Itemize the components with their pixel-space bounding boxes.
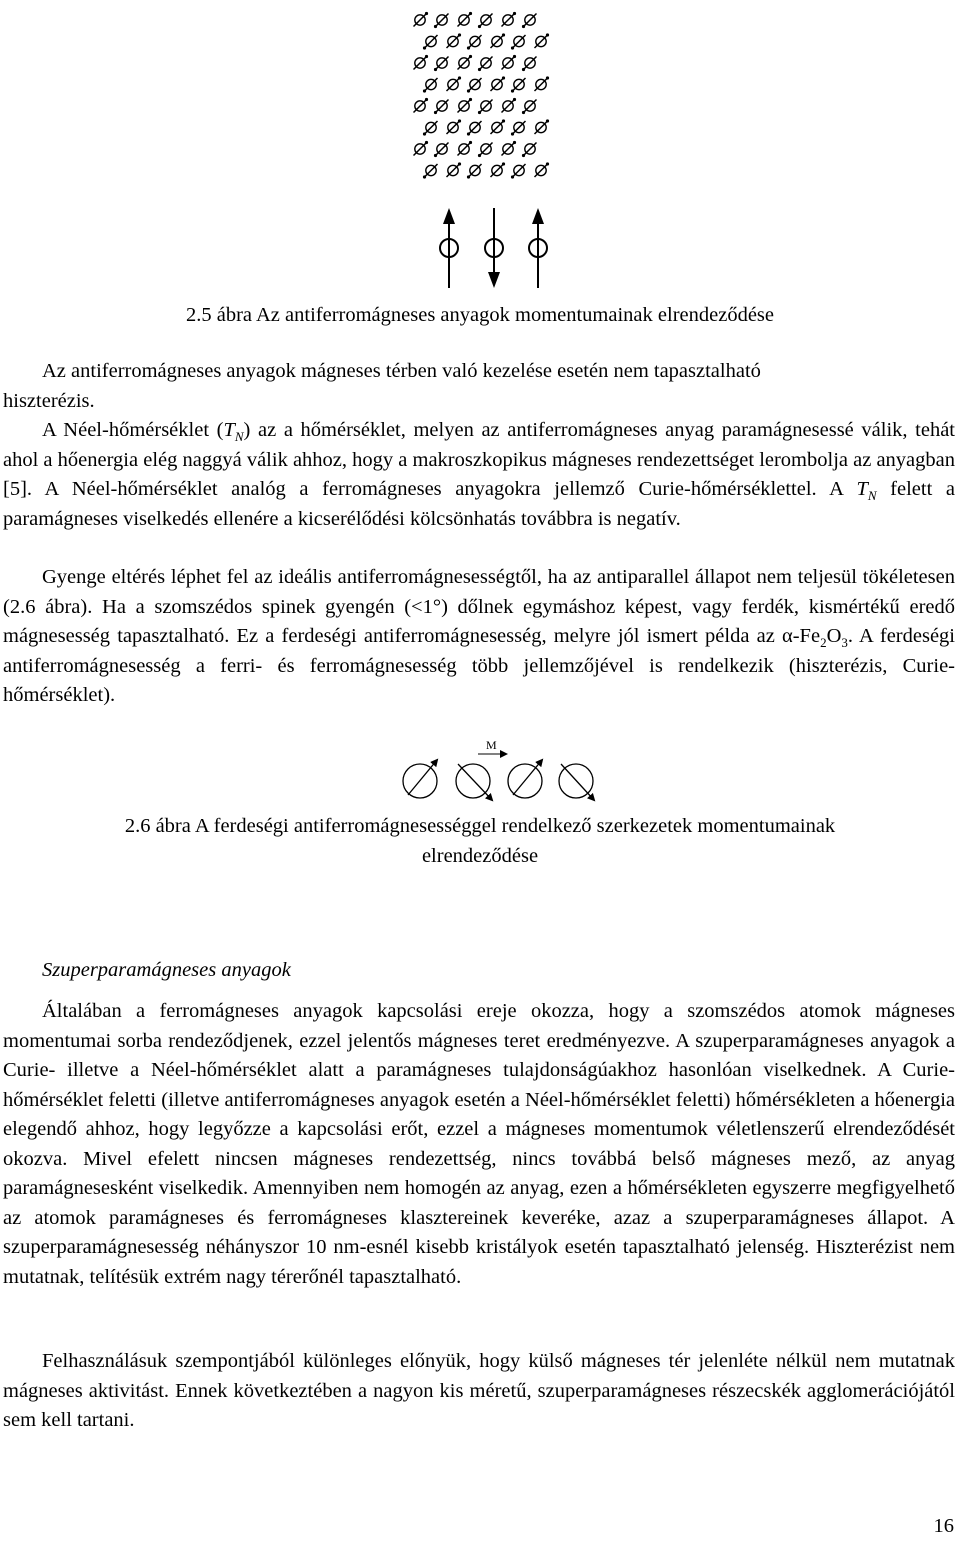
neel-temp-symbol-2: T <box>856 478 868 500</box>
formula-subscript-1: 2 <box>820 635 827 651</box>
spin-site <box>467 78 482 93</box>
spin-site <box>458 55 473 70</box>
paragraph-5 <box>3 1347 955 1436</box>
figure-caption-2-5: 2.5 ábra Az antiferromágneses anyagok momentumainak elrendeződése <box>185 304 774 326</box>
spin-site <box>522 57 537 72</box>
spin-site <box>535 119 550 134</box>
spin-site <box>458 141 473 156</box>
neel-temp-symbol: T <box>223 419 235 441</box>
paragraph-3-text-b: O <box>826 625 842 647</box>
spin-site <box>434 143 449 158</box>
spin-site <box>414 141 429 156</box>
spin-site <box>447 162 462 177</box>
spin-site <box>423 164 438 179</box>
spin-4 <box>559 764 594 800</box>
spin-up-arrow <box>529 208 547 288</box>
paragraph-1 <box>3 357 955 416</box>
spin-site <box>522 100 537 115</box>
spin-site <box>434 14 449 29</box>
spin-site <box>522 14 537 29</box>
spin-site <box>447 119 462 134</box>
spin-site <box>423 35 438 50</box>
spin-site <box>522 143 537 158</box>
spin-site <box>491 119 506 134</box>
spin-up-arrow <box>440 208 458 288</box>
spin-site <box>502 98 517 113</box>
spin-site <box>535 76 550 91</box>
spin-site <box>511 121 526 136</box>
spin-site <box>502 12 517 27</box>
spin-site <box>467 164 482 179</box>
spin-site <box>478 14 493 29</box>
spin-site <box>511 35 526 50</box>
spin-site <box>511 164 526 179</box>
figure-caption-2-6 <box>0 811 960 871</box>
spin-site <box>414 98 429 113</box>
spin-3 <box>508 760 542 798</box>
spin-site <box>414 12 429 27</box>
spin-site <box>423 78 438 93</box>
canted-spins-diagram <box>398 738 598 808</box>
spin-down-arrow <box>485 208 503 288</box>
neel-temp-subscript: N <box>234 429 244 445</box>
spin-site <box>491 33 506 48</box>
spin-site <box>491 162 506 177</box>
spin-site <box>434 100 449 115</box>
figure-2-6 <box>398 738 598 808</box>
spin-site <box>467 121 482 136</box>
page-number: 16 <box>933 1515 954 1537</box>
paragraph-3-text-c: . A ferdeségi antiferromágnesesség a ferri- és ferromágnesesség több jellemzőjével is rendelkezik (hiszterézis, Curie-hőmérséklet). <box>3 625 956 706</box>
spin-site <box>478 100 493 115</box>
spin-site <box>458 12 473 27</box>
spin-site <box>458 98 473 113</box>
paragraph-2-text-a: A Néel-hőmérséklet ( <box>42 419 224 441</box>
spin-site <box>467 35 482 50</box>
paragraph-4-text: Általában a ferromágneses anyagok kapcsolási ereje okozza, hogy a szomszédos atomok mágneses momentumai sorba rendeződjenek, ezzel jelentős mágneses teret eredményezve. A szuperparamágneses anyagok a Curie- illetve a Néel-hőmérséklet alatt a paramágneses tulajdonságúakhoz hasonlóan viselkednek. A Curie-hőmérséklet feletti (illetve antiferromágneses anyagok esetén a Néel-hőmérséklet feletti) hőmérsékleten a hőenergia elegendő ahhoz, hogy legyőzze a kapcsolási erőt, ezzel a mágneses momentumok véletlenszerű elrendeződését okozva. Mivel efelett nincsen mágneses rendezettség, nincs továbbá belső mágneses mező, az anyag paramágnesesként viselkedik. Amennyiben nem homogén az anyag, ezen a hőmérsékleten egyszerre megfigyelhető az atomok paramágneses és ferromágneses klasztereinek keveréke, azaz a szuperparamágneses állapot. A szuperparamágnesesség néhányszor 10 nm-esnél kisebb kristályok esetén tapasztalható jelenség. Hiszterézist nem mutatnak, telítésük extrém nagy térerőnél tapasztalható. <box>3 1000 955 1288</box>
spin-site <box>511 78 526 93</box>
figure-caption-2-6-line-2: elrendeződése <box>421 845 539 867</box>
paragraph-1-line-1: Az antiferromágneses anyagok mágneses térben való kezelése esetén nem tapasztalható <box>42 360 761 382</box>
spin-1 <box>403 760 437 798</box>
spin-site <box>535 162 550 177</box>
paragraph-2 <box>3 416 955 534</box>
paragraph-3 <box>3 563 955 711</box>
spin-site <box>434 57 449 72</box>
formula-subscript-2: 3 <box>841 635 848 651</box>
paragraph-1-line-2: hiszterézis. <box>3 389 95 412</box>
paragraph-2-text-c: felett a paramágneses viselkedés ellenére a kicserélődési kölcsönhatás továbbra is negatív. <box>3 478 955 530</box>
spin-2 <box>456 764 492 800</box>
spin-site <box>491 76 506 91</box>
figure-caption-2-6-line-1: 2.6 ábra A ferdeségi antiferromágnesességgel rendelkező szerkezetek momentumainak <box>124 815 836 837</box>
spin-site <box>502 55 517 70</box>
spin-site <box>502 141 517 156</box>
neel-temp-subscript-2: N <box>867 488 877 504</box>
paragraph-3-text-a: Gyenge eltérés léphet fel az ideális antiferromágnesességtől, ha az antiparallel állapot nem teljesül tökéletesen (2.6 ábra). Ha a szomszédos spinek gyengén (<1°) dőlnek egymáshoz képest, vagy ferdék, kismértékű eredő mágnesesség tapasztalható. Ez a ferdeségi antiferromágnesesség, melyre jól ismert példa az α-Fe <box>3 566 955 647</box>
lattice-diagram <box>404 8 554 298</box>
section-heading: Szuperparamágneses anyagok <box>42 959 291 981</box>
spin-site <box>535 33 550 48</box>
spin-site <box>414 55 429 70</box>
spin-site <box>478 57 493 72</box>
spin-site <box>447 76 462 91</box>
spin-site <box>447 33 462 48</box>
paragraph-4 <box>3 997 955 1292</box>
paragraph-2-text-b: ) az a hőmérséklet, melyen az antiferromágneses anyag paramágnesessé válik, tehát ahol a hőenergia elég naggyá válik ahhoz, hogy a makroszkopikus mágneses rendezettséget lerombolja az anyagban [5]. A Néel-hőmérséklet analóg a ferromágneses anyagokra jellemző Curie-hőmérséklettel. A <box>3 419 955 500</box>
figure-2-5 <box>404 8 554 298</box>
spin-site <box>423 121 438 136</box>
magnetization-label: M <box>486 738 497 752</box>
spin-site <box>478 143 493 158</box>
paragraph-5-text: Felhasználásuk szempontjából különleges előnyük, hogy külső mágneses tér jelenléte nélkül nem mutatnak mágneses aktivitást. Ennek következtében a nagyon kis méretű, szuperparamágneses részecskék agglomerációjától sem kell tartani. <box>3 1350 955 1431</box>
